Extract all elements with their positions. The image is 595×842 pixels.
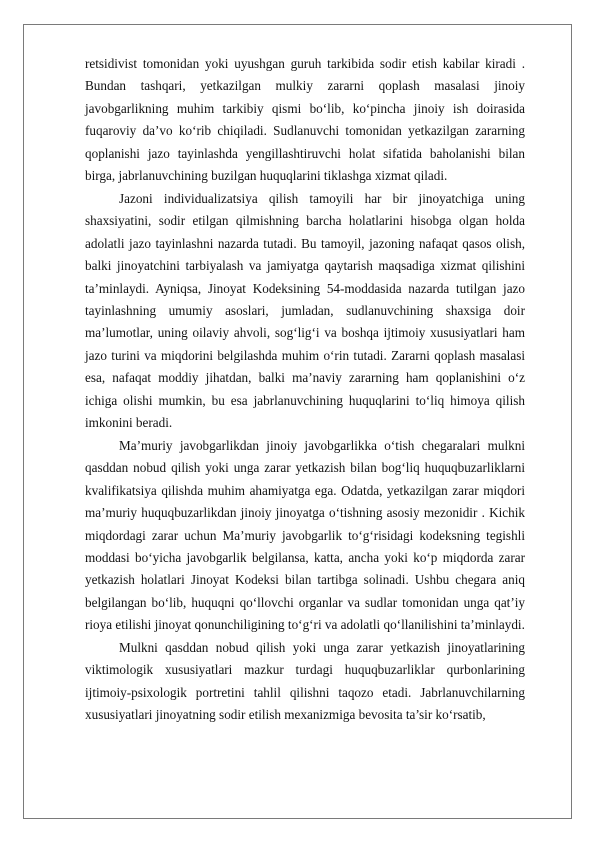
paragraph-3: Ma’muriy javobgarlikdan jinoiy javobgarlikka o‘tish chegaralari mulkni qasddan nobud qilish yoki unga zarar yetkazish bilan bog‘liq huquqbuzarliklarni kvalifikatsiya qilishda muhim ahamiyatga ega. Odatda, yetkazilgan zarar miqdori ma’muriy huquqbuzarlikdan jinoiy jinoyatga o‘tishning asosiy mezonidir . Kichik miqdordagi zarar uchun Ma’muriy javobgarlik to‘g‘risidagi kodeksning tegishli moddasi bo‘yicha javobgarlik belgilansa, katta, ancha yoki ko‘p miqdorda zarar yetkazish holatlari Jinoyat Kodeksi bilan tartibga solinadi. Ushbu chegara aniq belgilangan bo‘lib, huquqni qo‘llovchi organlar va sudlar tomonidan unga qat’iy rioya etilishi jinoyat qonunchiligining to‘g‘ri va adolatli qo‘llanilishini ta’minlaydi. [85,437,525,633]
paragraph-1: retsidivist tomonidan yoki uyushgan guruh tarkibida sodir etish kabilar kiradi . Bundan tashqari, yetkazilgan mulkiy zararni qoplash masalasi jinoiy javobgarlikning muhim tarkibiy qismi bo‘lib, ko‘pincha jinoiy ish doirasida fuqaroviy da’vo ko‘rib chiqiladi. Sudlanuvchi tomonidan yetkazilgan zararning qoplanishi jazo tayinlashda yengillashtiruvchi holat sifatida baholanishi bilan birga, jabrlanuvchining buzilgan huquqlarini tiklashga xizmat qiladi. [85,56,525,184]
paragraph-2: Jazoni individualizatsiya qilish tamoyili har bir jinoyatchiga uning shaxsiyatini, sodir etilgan qilmishning barcha holatlarini hisobga olgan holda adolatli jazo tayinlashni nazarda tutadi. Bu tamoyil, jazoning nafaqat qasos olish, balki jinoyatchini tarbiyalash va jamiyatga qaytarish maqsadiga xizmat qilishini ta’minlaydi. Ayniqsa, Jinoyat Kodeksining 54-moddasida nazarda tutilgan jazo tayinlashning umumiy asoslari, jumladan, sudlanuvchining shaxsiga doir ma’lumotlar, uning oilaviy ahvoli, sog‘lig‘i va boshqa ijtimoiy xususiyatlari ham jazo turini va miqdorini belgilashda muhim o‘rin tutadi. Zararni qoplash masalasi esa, nafaqat moddiy jihatdan, balki ma’naviy zararning ham qoplanishini o‘z ichiga olishi mumkin, bu esa jabrlanuvchining huquqlarini to‘liq himoya qilish imkonini beradi. [85,190,525,431]
paragraph-4: Mulkni qasddan nobud qilish yoki unga zarar yetkazish jinoyatlarining viktimologik xususiyatlari mazkur turdagi huquqbuzarliklar qurbonlarining ijtimoiy-psixologik portretini tahlil qilishni taqozo etadi. Jabrlanuvchilarning xususiyatlari jinoyatning sodir etilish mexanizmiga bevosita ta’sir ko‘rsatib, [85,639,525,723]
document-body [85,53,525,727]
